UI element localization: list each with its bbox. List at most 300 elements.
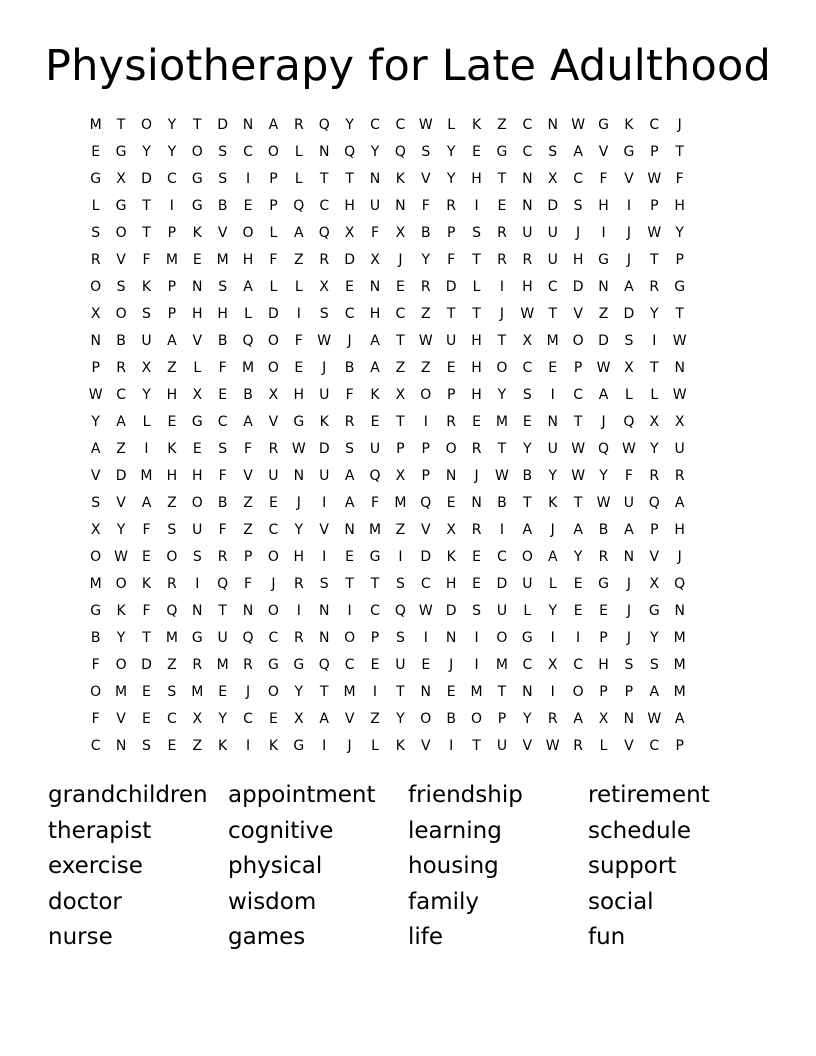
grid-letter: A	[674, 494, 685, 511]
grid-letter: B	[90, 629, 101, 646]
grid-letter: N	[395, 197, 406, 214]
grid-letter: S	[218, 440, 228, 457]
grid-letter: U	[369, 440, 381, 457]
grid-letter: I	[322, 494, 327, 511]
grid-letter: Z	[243, 521, 253, 538]
grid-letter: L	[142, 413, 151, 430]
grid-row	[83, 435, 733, 462]
grid-letter: U	[319, 467, 330, 484]
grid-letter: I	[423, 629, 428, 646]
grid-letter: Q	[623, 413, 635, 430]
grid-letter: S	[421, 143, 431, 160]
grid-letter: U	[547, 251, 558, 268]
grid-letter: J	[576, 224, 581, 241]
grid-letter: S	[472, 602, 481, 619]
grid-letter: F	[142, 602, 151, 619]
grid-letter: M	[394, 494, 407, 511]
word-list-item: retirement	[588, 782, 710, 808]
grid-letter: M	[89, 575, 102, 592]
grid-letter: T	[116, 116, 126, 133]
grid-letter: Y	[446, 143, 456, 160]
grid-letter: S	[395, 629, 405, 646]
grid-letter: M	[343, 683, 356, 700]
grid-letter: F	[218, 359, 227, 376]
word-list-item: cognitive	[228, 817, 334, 844]
grid-letter: J	[626, 251, 631, 268]
grid-letter: W	[418, 602, 433, 619]
grid-letter: H	[674, 521, 685, 538]
grid-letter: A	[141, 494, 152, 511]
grid-letter: G	[191, 413, 203, 430]
grid-letter: W	[596, 494, 611, 511]
grid-letter: M	[495, 413, 508, 430]
grid-letter: I	[296, 602, 301, 619]
grid-letter: I	[499, 521, 505, 538]
grid-letter: B	[598, 521, 609, 538]
grid-letter: C	[268, 629, 279, 646]
grid-letter: C	[497, 548, 507, 565]
grid-letter: T	[446, 305, 456, 322]
grid-letter: J	[271, 575, 276, 592]
grid-letter: V	[573, 305, 583, 322]
grid-letter: C	[522, 359, 533, 376]
grid-letter: O	[420, 710, 432, 727]
grid-letter: R	[446, 413, 457, 430]
grid-letter: N	[547, 116, 558, 133]
grid-letter: N	[674, 602, 685, 619]
grid-letter: C	[395, 305, 406, 322]
grid-letter: I	[601, 224, 606, 241]
grid-letter: P	[624, 683, 634, 700]
grid-letter: T	[472, 305, 481, 322]
grid-letter: K	[141, 575, 152, 592]
grid-letter: Q	[420, 494, 432, 511]
grid-letter: S	[548, 143, 558, 160]
grid-letter: H	[598, 197, 609, 214]
grid-letter: L	[244, 305, 252, 322]
grid-letter: G	[293, 737, 305, 754]
grid-letter: I	[322, 737, 327, 754]
grid-letter: B	[522, 467, 533, 484]
grid-letter: N	[522, 197, 533, 214]
grid-letter: T	[396, 332, 405, 349]
grid-letter: E	[345, 278, 355, 295]
grid-letter: E	[472, 575, 481, 592]
grid-letter: X	[446, 521, 456, 538]
grid-letter: T	[142, 629, 151, 646]
grid-letter: Y	[650, 305, 659, 322]
grid-letter: S	[624, 332, 634, 349]
grid-letter: W	[88, 386, 103, 403]
grid-row	[83, 327, 733, 354]
grid-letter: E	[167, 737, 177, 754]
grid-letter: P	[91, 359, 100, 376]
grid-letter: K	[268, 737, 279, 754]
grid-letter: K	[471, 116, 482, 133]
grid-letter: X	[90, 305, 101, 322]
grid-letter: Q	[344, 143, 356, 160]
grid-letter: U	[496, 602, 508, 619]
grid-letter: W	[571, 467, 586, 484]
grid-letter: O	[166, 548, 178, 565]
grid-letter: V	[598, 143, 609, 160]
grid-row	[83, 570, 733, 597]
grid-letter: S	[192, 548, 202, 565]
grid-letter: F	[421, 197, 430, 214]
word-list-item: social	[588, 888, 654, 915]
grid-letter: V	[192, 332, 203, 349]
grid-letter: T	[396, 683, 405, 700]
grid-letter: D	[141, 656, 152, 673]
grid-letter: A	[344, 494, 355, 511]
grid-letter: P	[396, 440, 405, 457]
grid-letter: I	[245, 170, 251, 187]
grid-letter: N	[471, 494, 482, 511]
grid-letter: T	[548, 305, 557, 322]
grid-letter: H	[166, 386, 178, 403]
grid-letter: T	[370, 575, 380, 592]
grid-letter: T	[497, 170, 507, 187]
grid-letter: C	[522, 656, 533, 673]
grid-letter: Y	[573, 548, 583, 565]
grid-letter: X	[319, 278, 329, 295]
grid-row	[83, 408, 733, 435]
grid-row	[83, 381, 733, 408]
grid-letter: S	[91, 224, 101, 241]
grid-letter: H	[369, 305, 381, 322]
grid-letter: J	[499, 305, 505, 322]
grid-row	[83, 516, 733, 543]
grid-letter: M	[165, 251, 178, 268]
grid-letter: C	[116, 386, 126, 403]
grid-letter: Z	[395, 359, 406, 376]
grid-letter: R	[243, 656, 253, 673]
grid-letter: G	[293, 656, 305, 673]
grid-letter: E	[370, 413, 380, 430]
grid-letter: H	[471, 359, 482, 376]
grid-letter: W	[571, 440, 586, 457]
grid-letter: G	[90, 170, 102, 187]
grid-letter: T	[319, 683, 329, 700]
grid-letter: V	[116, 494, 126, 511]
grid-letter: M	[216, 251, 229, 268]
grid-letter: P	[675, 251, 684, 268]
grid-letter: H	[572, 251, 584, 268]
grid-letter: O	[267, 143, 279, 160]
grid-letter: C	[547, 278, 558, 295]
grid-letter: E	[472, 413, 481, 430]
grid-letter: V	[344, 710, 355, 727]
grid-letter: E	[269, 494, 278, 511]
grid-letter: A	[268, 116, 279, 133]
grid-letter: H	[217, 305, 228, 322]
grid-letter: I	[169, 197, 174, 214]
grid-letter: E	[395, 278, 405, 295]
grid-letter: I	[474, 197, 479, 214]
grid-letter: F	[599, 170, 608, 187]
grid-letter: U	[446, 332, 457, 349]
grid-row	[83, 651, 733, 678]
grid-letter: W	[672, 332, 687, 349]
grid-letter: X	[649, 575, 660, 592]
grid-letter: S	[218, 143, 228, 160]
grid-letter: N	[598, 278, 609, 295]
grid-letter: Y	[345, 116, 354, 133]
grid-letter: Y	[294, 683, 304, 700]
grid-letter: Q	[394, 143, 406, 160]
grid-letter: I	[144, 440, 149, 457]
grid-row	[83, 300, 733, 327]
grid-letter: X	[598, 710, 609, 727]
grid-letter: R	[319, 251, 330, 268]
grid-letter: B	[217, 332, 228, 349]
grid-letter: O	[267, 602, 279, 619]
grid-letter: Z	[243, 494, 253, 511]
grid-row	[83, 111, 733, 138]
grid-letter: T	[345, 575, 354, 592]
grid-letter: A	[243, 278, 253, 295]
grid-letter: R	[598, 548, 609, 565]
grid-row	[83, 462, 733, 489]
grid-letter: A	[294, 224, 304, 241]
grid-letter: L	[371, 737, 379, 754]
grid-letter: Z	[420, 305, 431, 322]
grid-letter: D	[141, 170, 152, 187]
grid-letter: W	[291, 440, 306, 457]
grid-letter: S	[142, 737, 151, 754]
grid-letter: Q	[166, 602, 178, 619]
grid-letter: N	[522, 170, 533, 187]
grid-letter: J	[322, 359, 327, 376]
grid-letter: E	[192, 251, 202, 268]
grid-letter: V	[268, 413, 279, 430]
word-list-item: exercise	[48, 853, 143, 879]
grid-letter: G	[115, 143, 127, 160]
grid-letter: N	[623, 710, 635, 727]
grid-letter: O	[90, 683, 102, 700]
grid-letter: R	[293, 575, 304, 592]
grid-letter: N	[90, 332, 101, 349]
grid-letter: I	[398, 548, 403, 565]
grid-letter: W	[647, 170, 662, 187]
grid-letter: V	[420, 170, 431, 187]
word-list-item: housing	[408, 853, 499, 879]
grid-letter: V	[116, 251, 126, 268]
grid-letter: R	[90, 251, 101, 268]
grid-letter: U	[522, 224, 533, 241]
grid-letter: X	[547, 656, 558, 673]
grid-letter: M	[165, 629, 178, 646]
grid-letter: T	[675, 305, 684, 322]
grid-letter: U	[192, 521, 203, 538]
grid-letter: Q	[674, 575, 686, 592]
grid-letter: N	[242, 116, 254, 133]
grid-letter: G	[293, 413, 305, 430]
grid-letter: A	[598, 386, 609, 403]
grid-letter: O	[90, 278, 102, 295]
word-list-item: therapist	[48, 817, 152, 844]
grid-letter: C	[395, 116, 406, 133]
grid-letter: C	[344, 305, 355, 322]
grid-letter: L	[472, 278, 481, 295]
grid-letter: D	[344, 251, 355, 268]
grid-letter: E	[522, 413, 532, 430]
grid-letter: Q	[597, 440, 610, 457]
grid-row	[83, 273, 733, 300]
grid-letter: S	[218, 170, 228, 187]
grid-letter: A	[319, 710, 329, 727]
grid-letter: K	[624, 116, 634, 133]
grid-row	[83, 732, 733, 759]
grid-letter: R	[497, 251, 507, 268]
grid-letter: N	[445, 467, 457, 484]
grid-letter: A	[90, 440, 101, 457]
grid-letter: J	[677, 116, 682, 133]
grid-letter: Y	[294, 521, 304, 538]
grid-letter: M	[216, 656, 229, 673]
grid-letter: X	[649, 413, 660, 430]
grid-letter: S	[167, 521, 177, 538]
grid-letter: F	[675, 170, 684, 187]
grid-letter: E	[167, 413, 177, 430]
word-list-item: learning	[408, 817, 502, 844]
grid-letter: L	[193, 359, 202, 376]
grid-letter: R	[674, 467, 685, 484]
grid-letter: C	[522, 116, 533, 133]
grid-letter: G	[598, 251, 609, 268]
grid-letter: T	[142, 197, 151, 214]
grid-letter: G	[598, 116, 609, 133]
grid-letter: O	[115, 575, 127, 592]
grid-letter: K	[548, 494, 558, 511]
grid-letter: Z	[116, 440, 126, 457]
grid-letter: V	[649, 548, 660, 565]
grid-letter: X	[116, 170, 126, 187]
grid-letter: Y	[548, 467, 557, 484]
grid-letter: L	[294, 278, 303, 295]
grid-letter: N	[115, 737, 127, 754]
word-list-item: schedule	[588, 817, 692, 844]
grid-letter: N	[522, 683, 533, 700]
grid-letter: L	[523, 602, 532, 619]
grid-letter: T	[497, 683, 507, 700]
grid-letter: I	[499, 278, 505, 295]
grid-letter: O	[267, 332, 279, 349]
grid-letter: V	[90, 467, 101, 484]
grid-letter: C	[649, 116, 660, 133]
grid-letter: R	[471, 440, 482, 457]
grid-letter: E	[243, 197, 253, 214]
grid-letter: G	[521, 629, 533, 646]
grid-letter: X	[344, 224, 355, 241]
grid-letter: Y	[218, 710, 227, 727]
grid-letter: F	[370, 494, 380, 511]
grid-letter: K	[395, 737, 405, 754]
grid-letter: R	[217, 548, 228, 565]
grid-letter: D	[572, 278, 584, 295]
grid-letter: D	[268, 305, 279, 322]
grid-letter: I	[550, 683, 555, 700]
grid-letter: L	[294, 170, 303, 187]
grid-letter: N	[445, 629, 457, 646]
grid-letter: U	[623, 494, 635, 511]
grid-letter: J	[626, 224, 631, 241]
grid-letter: F	[91, 710, 100, 727]
grid-letter: E	[91, 143, 101, 160]
grid-letter: T	[319, 170, 329, 187]
grid-letter: B	[116, 332, 126, 349]
grid-letter: F	[624, 467, 633, 484]
grid-letter: R	[344, 413, 355, 430]
grid-letter: G	[115, 197, 127, 214]
grid-letter: P	[167, 224, 177, 241]
grid-letter: O	[90, 548, 102, 565]
grid-letter: H	[166, 467, 178, 484]
grid-letter: Y	[523, 710, 532, 727]
grid-letter: K	[370, 386, 380, 403]
grid-letter: T	[675, 143, 684, 160]
grid-letter: I	[296, 305, 301, 322]
grid-letter: T	[142, 224, 151, 241]
grid-letter: L	[294, 143, 303, 160]
grid-letter: T	[472, 737, 481, 754]
grid-letter: R	[573, 737, 583, 754]
grid-letter: Y	[650, 440, 659, 457]
grid-letter: H	[674, 197, 685, 214]
grid-letter: X	[674, 413, 685, 430]
grid-letter: P	[421, 440, 430, 457]
grid-letter: A	[344, 467, 355, 484]
grid-letter: E	[142, 710, 151, 727]
grid-letter: M	[191, 683, 204, 700]
word-list-item: friendship	[408, 782, 523, 808]
grid-letter: A	[370, 359, 380, 376]
grid-letter: P	[269, 170, 278, 187]
grid-letter: X	[90, 521, 101, 538]
grid-letter: Y	[497, 386, 507, 403]
grid-row	[83, 219, 733, 246]
grid-letter: A	[649, 683, 660, 700]
grid-row	[83, 543, 733, 570]
grid-letter: B	[420, 224, 431, 241]
grid-letter: Y	[91, 413, 100, 430]
grid-letter: J	[398, 251, 403, 268]
grid-letter: I	[449, 737, 454, 754]
grid-letter: V	[217, 224, 228, 241]
grid-letter: E	[497, 197, 507, 214]
grid-letter: R	[522, 251, 533, 268]
grid-letter: J	[601, 413, 606, 430]
grid-letter: T	[497, 440, 507, 457]
grid-letter: P	[421, 467, 430, 484]
grid-letter: T	[192, 116, 202, 133]
grid-letter: K	[218, 737, 228, 754]
grid-letter: I	[652, 332, 657, 349]
grid-letter: A	[370, 332, 380, 349]
grid-letter: I	[372, 683, 378, 700]
grid-letter: Y	[142, 143, 151, 160]
grid-letter: I	[423, 413, 428, 430]
grid-letter: N	[192, 602, 203, 619]
grid-letter: J	[296, 494, 301, 511]
grid-letter: I	[576, 629, 581, 646]
grid-letter: S	[395, 575, 405, 592]
grid-letter: H	[242, 251, 254, 268]
grid-letter: J	[677, 548, 682, 565]
grid-letter: D	[496, 575, 508, 592]
grid-letter: V	[420, 737, 431, 754]
grid-letter: F	[142, 521, 151, 538]
